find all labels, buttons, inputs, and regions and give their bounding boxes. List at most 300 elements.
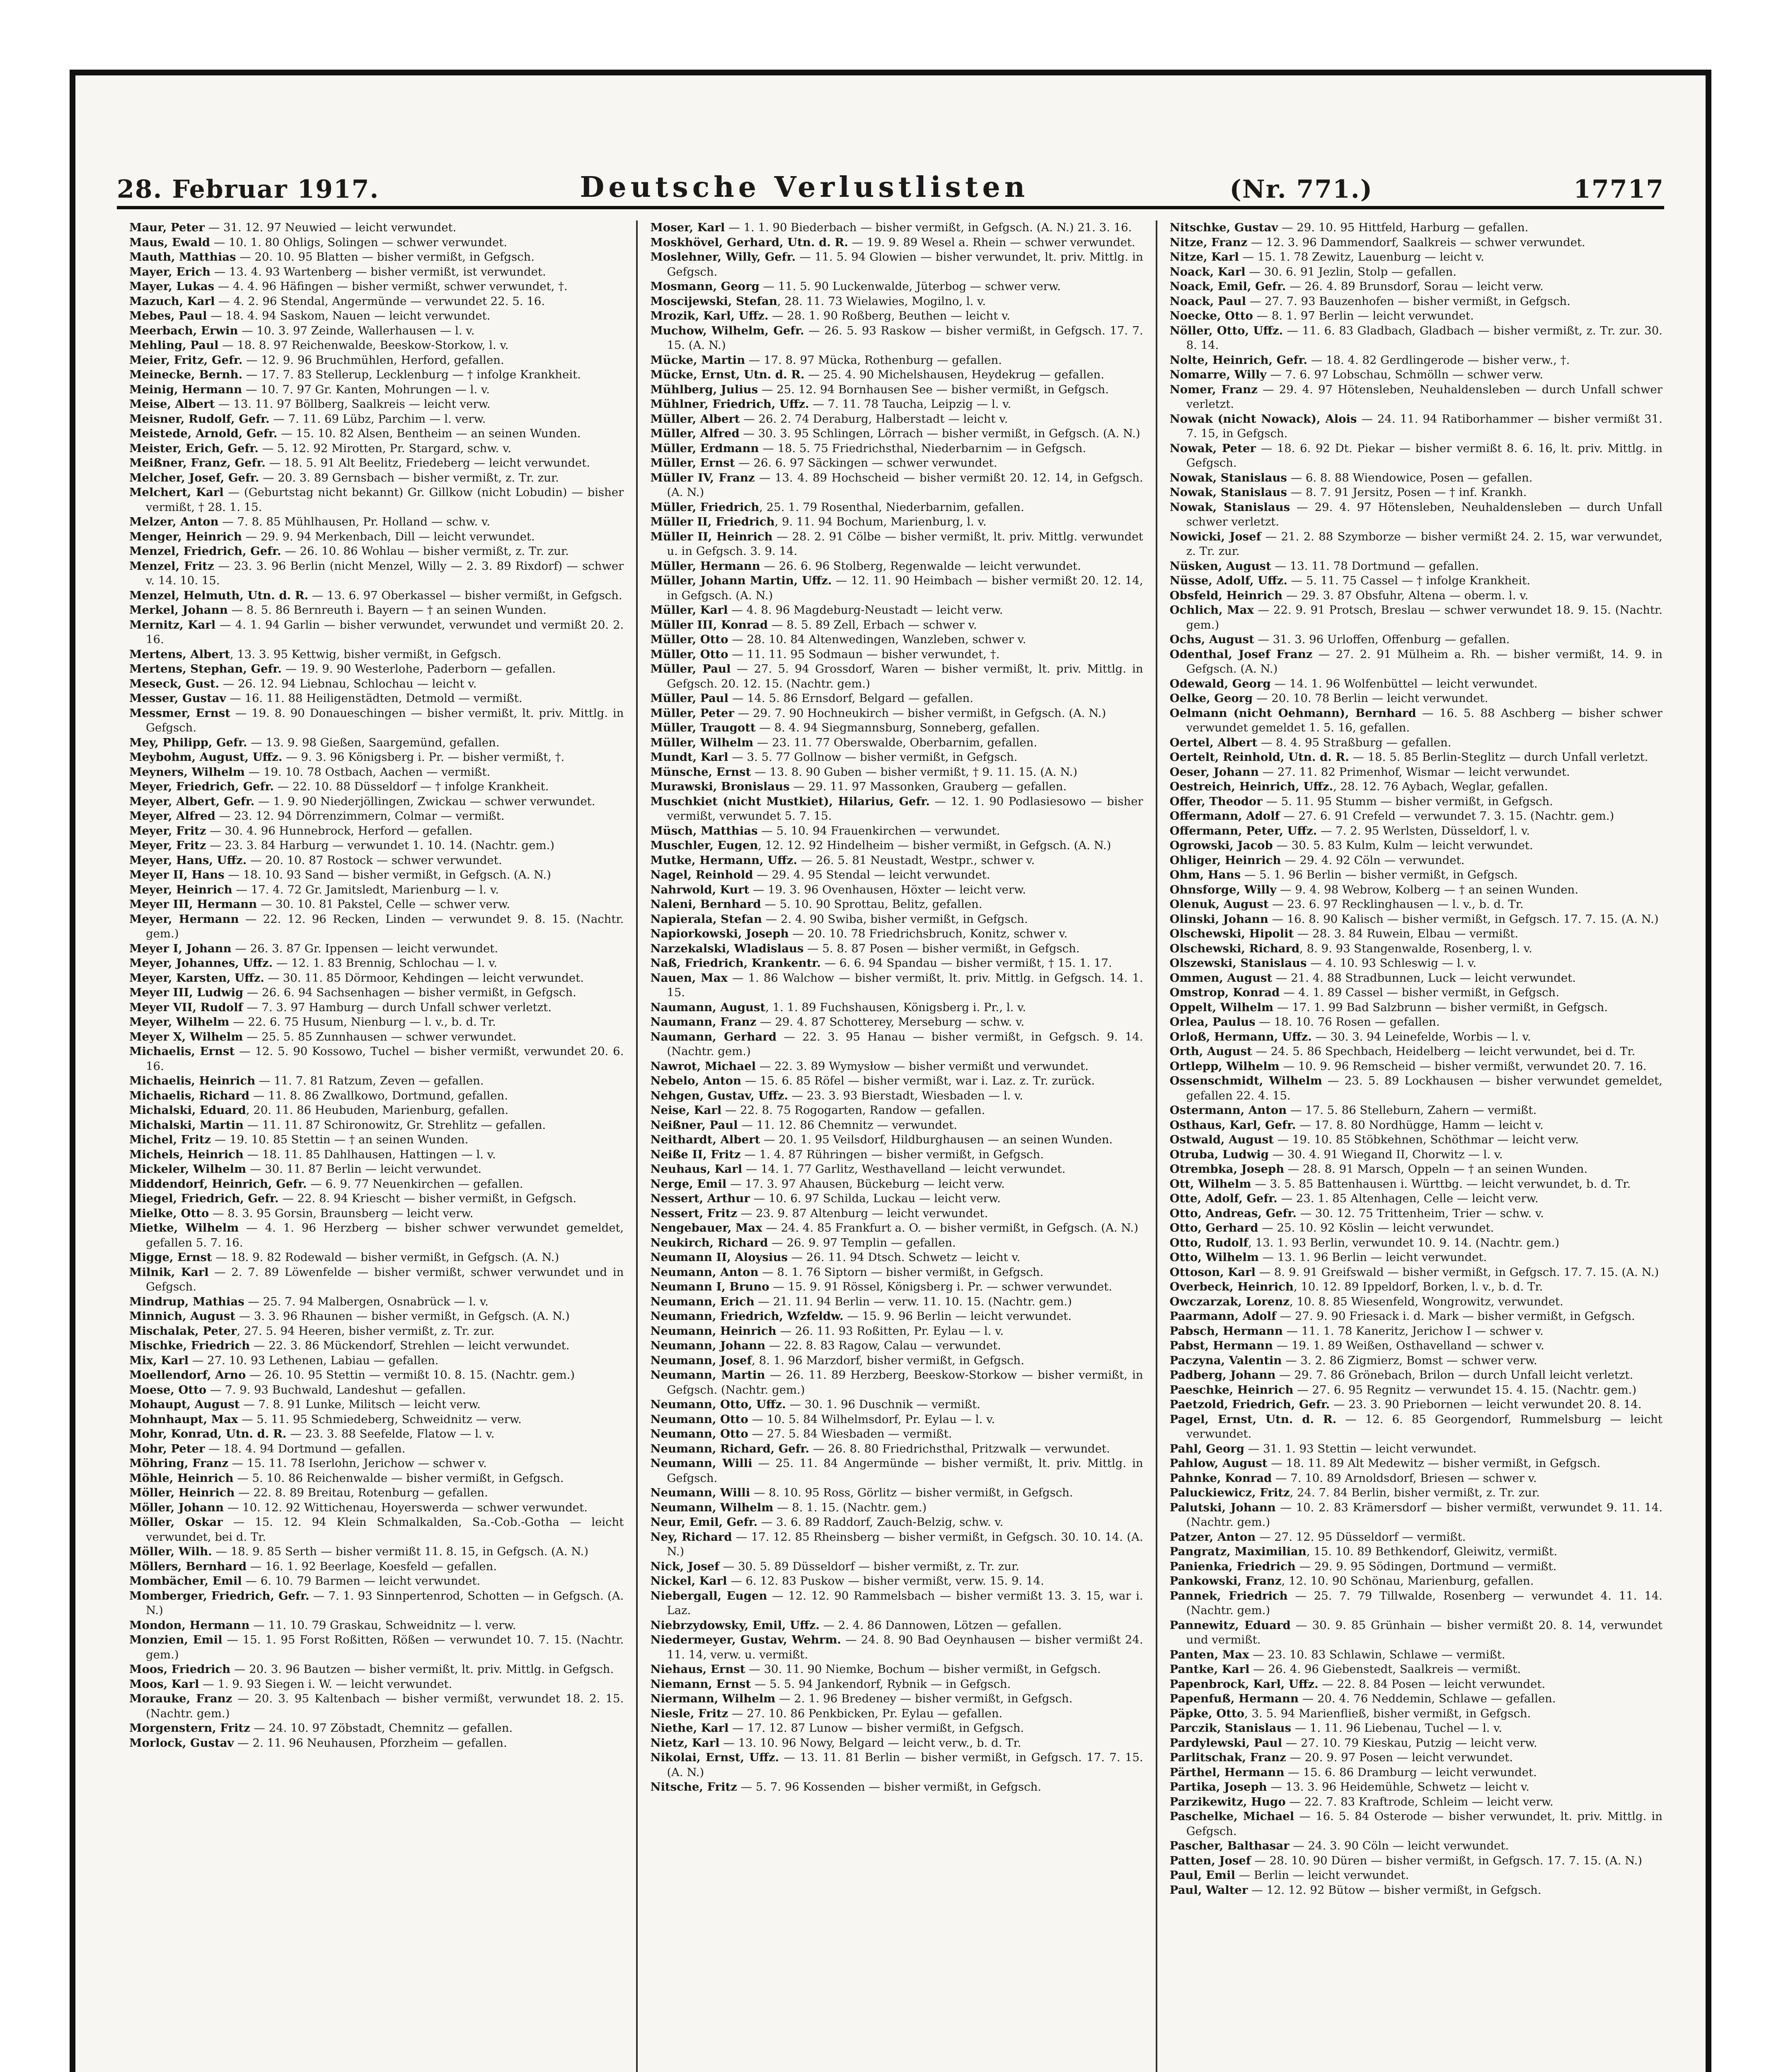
- entry-details: — 26. 5. 93 Raskow — bisher vermißt, in Gefgsch. 17. 7. 15. (A. N.): [667, 324, 1143, 352]
- entry-details: — 23. 5. 89 Lockhausen — bisher verwundet gemeldet, gefallen 22. 4. 15.: [1186, 1074, 1662, 1102]
- list-entry: [129, 471, 624, 486]
- entry-name: Meyer, Friedrich, Gefr.: [129, 780, 274, 793]
- entry-name: Middendorf, Heinrich, Gefr.: [129, 1177, 307, 1191]
- entry-name: Mohr, Konrad, Utn. d. R.: [129, 1427, 287, 1440]
- entry-name: Meyer, Hermann: [129, 912, 239, 926]
- entry-name: Möhle, Heinrich: [129, 1471, 234, 1485]
- list-entry: [650, 1692, 1143, 1706]
- entry-details: — 17. 12. 87 Lunow — bisher vermißt, in Gefgsch.: [728, 1721, 1024, 1735]
- entry-name: Müller IV, Franz: [650, 471, 755, 484]
- entry-name: Merkel, Johann: [129, 603, 228, 617]
- entry-name: Meinecke, Bernh.: [129, 368, 243, 381]
- list-entry: [1170, 368, 1662, 382]
- list-entry: [129, 1000, 624, 1015]
- entry-name: Mertens, Albert: [129, 647, 230, 661]
- list-entry: [129, 1030, 624, 1045]
- entry-details: — 11. 7. 81 Ratzum, Zeven — gefallen.: [255, 1074, 484, 1087]
- entry-name: Napierala, Stefan: [650, 912, 762, 926]
- entry-details: — 3. 3. 96 Rhaunen — bisher vermißt, in Gefgsch. (A. N.): [235, 1310, 570, 1323]
- list-entry: [650, 279, 1143, 294]
- entry-name: Nowicki, Josef: [1169, 530, 1261, 543]
- entry-details: , 27. 5. 94 Heeren, bisher vermißt, z. Tr. zur.: [237, 1324, 495, 1338]
- list-entry: [1170, 956, 1662, 971]
- list-entry: [650, 1706, 1143, 1721]
- entry-details: — 22. 8. 84 Posen — leicht verwundet.: [1318, 1677, 1546, 1691]
- entry-name: Möhring, Franz: [129, 1457, 229, 1470]
- entry-name: Nolte, Heinrich, Gefr.: [1169, 353, 1307, 367]
- list-entry: [1170, 485, 1662, 500]
- list-entry: [1170, 971, 1662, 986]
- entry-name: Mücke, Martin: [650, 353, 745, 367]
- entry-name: Patzer, Anton: [1169, 1530, 1256, 1544]
- entry-details: — 17. 7. 83 Stellerup, Lecklenburg — † infolge Krankheit.: [242, 368, 581, 381]
- entry-details: — 14. 1. 77 Garlitz, Westhavelland — leicht verwundet.: [742, 1162, 1066, 1176]
- entry-name: Murawski, Bronislaus: [650, 780, 790, 793]
- entry-name: Ohliger, Heinrich: [1169, 853, 1281, 867]
- entry-details: — 18. 11. 89 Alt Medewitz — bisher vermißt, in Gefgsch.: [1267, 1457, 1601, 1470]
- entry-name: Neumann, Johann: [650, 1339, 766, 1352]
- entry-details: , 13. 3. 95 Kettwig, bisher vermißt, in Gefgsch.: [230, 647, 501, 661]
- entry-details: — 13. 11. 97 Böllberg, Saalkreis — leicht verw.: [215, 397, 491, 411]
- entry-details: — 26. 5. 81 Neustadt, Westpr., schwer v.: [797, 853, 1035, 867]
- entry-details: — 24. 4. 85 Frankfurt a. O. — bisher vermißt, in Gefgsch. (A. N.): [762, 1221, 1138, 1234]
- entry-name: Mehling, Paul: [129, 339, 219, 352]
- entry-name: Melcher, Josef, Gefr.: [129, 471, 259, 484]
- list-entry: [129, 544, 624, 559]
- list-entry: [129, 1633, 624, 1662]
- entry-name: Nüsken, August: [1169, 559, 1271, 573]
- list-entry: [129, 985, 624, 1000]
- entry-details: — 29. 7. 86 Grönebach, Brilon — durch Unfall leicht verletzt.: [1275, 1368, 1633, 1382]
- list-entry: [1170, 1795, 1662, 1810]
- list-entry: [1170, 309, 1662, 324]
- list-entry: [1170, 1265, 1662, 1280]
- entry-name: Naß, Friedrich, Krankentr.: [650, 956, 821, 970]
- entry-details: — 10. 5. 84 Wilhelmsdorf, Pr. Eylau — l. v.: [748, 1412, 995, 1426]
- list-entry: [1170, 441, 1662, 471]
- list-entry: [129, 1044, 624, 1074]
- list-entry: [1170, 1559, 1662, 1574]
- entry-details: — 8. 1. 76 Siptorn — bisher vermißt, in Gefgsch.: [758, 1265, 1044, 1279]
- entry-name: Morlock, Gustav: [129, 1736, 234, 1750]
- entry-details: — 25. 11. 84 Angermünde — bisher vermißt, lt. priv. Mittlg. in Gefgsch.: [667, 1457, 1143, 1485]
- entry-details: — 10. 1. 80 Ohligs, Solingen — schwer verwundet.: [210, 235, 508, 249]
- entry-details: — 15. 12. 94 Klein Schmalkalden, Sa.-Cob.-Gotha — leicht verwundet, bei d. Tr.: [146, 1515, 624, 1544]
- entry-details: — 15. 9. 96 Berlin — leicht verwundet.: [843, 1310, 1072, 1323]
- entry-name: Pascher, Balthasar: [1169, 1839, 1290, 1852]
- entry-name: Meister, Erich, Gefr.: [129, 441, 259, 455]
- list-entry: [129, 1486, 624, 1501]
- entry-details: — 12. 12. 90 Rammelsbach — bisher vermißt 13. 3. 15, war i. Laz.: [667, 1589, 1143, 1617]
- entry-details: — 28. 3. 84 Ruwein, Elbau — vermißt.: [1294, 927, 1519, 940]
- list-entry: [1170, 1648, 1662, 1663]
- casualty-list: [117, 220, 1675, 2072]
- list-entry: [650, 1177, 1143, 1192]
- issue-number: (Nr. 771.): [1229, 175, 1373, 204]
- column-1: [117, 220, 636, 2072]
- entry-details: — 8. 7. 91 Jersitz, Posen — † inf. Krankh.: [1287, 486, 1527, 499]
- list-entry: [129, 691, 624, 706]
- entry-name: Ostermann, Anton: [1169, 1104, 1287, 1117]
- entry-details: — 20. 10. 78 Berlin — leicht verwundet.: [1253, 692, 1488, 705]
- entry-name: Müller, Traugott: [650, 721, 756, 734]
- entry-name: Neißner, Paul: [650, 1118, 738, 1132]
- list-entry: [129, 220, 624, 235]
- entry-name: Ohnsforge, Willy: [1169, 883, 1277, 896]
- entry-details: — 18. 8. 97 Reichenwalde, Beeskow-Storkow, l. v.: [218, 339, 509, 352]
- entry-name: Mühlner, Friedrich, Uffz.: [650, 397, 809, 411]
- entry-details: — 11. 6. 83 Gladbach, Gladbach — bisher vermißt, z. Tr. zur. 30. 8. 14.: [1186, 324, 1662, 352]
- entry-details: — 31. 3. 96 Urloffen, Offenburg — gefallen.: [1254, 633, 1510, 646]
- entry-name: Paul, Emil: [1169, 1869, 1235, 1882]
- entry-name: Neumann, Willi: [650, 1457, 753, 1470]
- entry-details: — 8. 10. 95 Ross, Görlitz — bisher vermißt, in Gefgsch.: [750, 1486, 1073, 1499]
- list-entry: [1170, 1736, 1662, 1751]
- entry-details: — 22. 8. 75 Rogogarten, Randow — gefallen.: [721, 1104, 985, 1117]
- list-entry: [129, 618, 624, 647]
- list-entry: [129, 485, 624, 515]
- entry-name: Nowak (nicht Nowack), Alois: [1169, 412, 1357, 426]
- list-entry: [1170, 1721, 1662, 1736]
- list-entry: [650, 382, 1143, 397]
- list-entry: [650, 1206, 1143, 1221]
- entry-name: Mohaupt, August: [129, 1398, 240, 1411]
- list-entry: [1170, 294, 1662, 309]
- entry-details: — 16. 5. 84 Osterode — bisher verwundet, lt. priv. Mittlg. in Gefgsch.: [1186, 1810, 1662, 1838]
- entry-name: Meyer III, Ludwig: [129, 986, 244, 999]
- entry-details: — 20. 10. 87 Rostock — schwer verwundet.: [247, 853, 502, 867]
- entry-details: — 13. 8. 90 Guben — bisher vermißt, † 9. 11. 15. (A. N.): [751, 765, 1078, 779]
- entry-details: — 30. 5. 83 Kulm, Kulm — leicht verwundet.: [1273, 839, 1533, 852]
- entry-details: , 9. 11. 94 Bochum, Marienburg, l. v.: [774, 515, 987, 528]
- list-entry: [650, 1501, 1143, 1515]
- entry-details: — 26. 11. 93 Roßitten, Pr. Eylau — l. v.: [776, 1324, 1004, 1338]
- list-entry: [650, 1221, 1143, 1236]
- list-entry: [129, 1147, 624, 1162]
- entry-details: — 26. 8. 80 Friedrichsthal, Pritzwalk — verwundet.: [809, 1442, 1110, 1455]
- entry-name: Pannewitz, Eduard: [1169, 1618, 1291, 1632]
- entry-name: Morgenstern, Fritz: [129, 1721, 250, 1735]
- entry-details: — 2. 4. 86 Dannowen, Lötzen — gefallen.: [819, 1618, 1062, 1632]
- entry-details: — 29. 9. 95 Södingen, Dortmund — vermißt.: [1295, 1559, 1557, 1573]
- entry-details: — 22. 12. 96 Recken, Linden — verwundet 9. 8. 15. (Nachtr. gem.): [146, 912, 624, 940]
- entry-name: Mauth, Matthias: [129, 250, 236, 264]
- entry-details: — 11. 5. 90 Luckenwalde, Jüterbog — schwer verw.: [759, 280, 1061, 293]
- entry-details: — 9. 3. 96 Königsberg i. Pr. — bisher vermißt, †.: [282, 750, 565, 764]
- entry-details: — 16. 5. 88 Aschberg — bisher schwer verwundet gemeldet 1. 5. 16, gefallen.: [1186, 706, 1662, 734]
- entry-details: , 28. 11. 73 Wielawies, Mogilno, l. v.: [777, 294, 986, 308]
- list-entry: [1170, 1059, 1662, 1074]
- list-entry: [650, 426, 1143, 441]
- list-entry: [650, 1633, 1143, 1662]
- entry-name: Menzel, Friedrich, Gefr.: [129, 545, 281, 558]
- list-entry: [1170, 1397, 1662, 1412]
- column-2: [636, 220, 1155, 2072]
- entry-details: — 5. 8. 87 Posen — bisher vermißt, in Gefgsch.: [803, 942, 1080, 955]
- entry-name: Meyer VII, Rudolf: [129, 1000, 243, 1014]
- list-entry: [129, 426, 624, 441]
- entry-details: , 12. 12. 92 Hindelheim — bisher vermißt, in Gefgsch. (A. N.): [758, 839, 1111, 852]
- list-entry: [129, 1309, 624, 1324]
- list-entry: [1170, 1456, 1662, 1471]
- list-entry: [650, 956, 1143, 971]
- list-entry: [129, 1662, 624, 1677]
- entry-name: Meyer II, Hans: [129, 868, 225, 881]
- entry-name: Oelke, Georg: [1169, 692, 1253, 705]
- entry-name: Naumann, Franz: [650, 1015, 757, 1029]
- entry-name: Morauke, Franz: [129, 1692, 232, 1705]
- list-entry: [1170, 500, 1662, 530]
- entry-details: — 7. 6. 97 Lobschau, Schmölln — schwer verw.: [1266, 368, 1544, 381]
- list-entry: [650, 1339, 1143, 1353]
- entry-details: — 8. 1. 15. (Nachtr. gem.): [773, 1501, 927, 1514]
- entry-name: Moos, Friedrich: [129, 1663, 231, 1676]
- entry-details: — 7. 2. 95 Werlsten, Düsseldorf, l. v.: [1317, 824, 1530, 838]
- entry-details: — 18. 4. 94 Dortmund — gefallen.: [205, 1442, 406, 1455]
- entry-details: — 11. 12. 86 Chemnitz — verwundet.: [738, 1118, 958, 1132]
- list-entry: [129, 1089, 624, 1104]
- entry-name: Osthaus, Karl, Gefr.: [1169, 1118, 1296, 1132]
- entry-name: Niebrzydowsky, Emil, Uffz.: [650, 1618, 820, 1632]
- entry-details: — 6. 6. 94 Spandau — bisher vermißt, † 15. 1. 17.: [820, 956, 1112, 970]
- entry-details: — 4. 10. 93 Schleswig — l. v.: [1307, 956, 1477, 970]
- list-entry: [1170, 1044, 1662, 1059]
- entry-details: — 17. 3. 97 Ahausen, Bückeburg — leicht verw.: [726, 1177, 1005, 1191]
- entry-details: — 7. 1. 93 Sinnpertenrod, Schotten — in Gefgsch. (A. N.): [146, 1589, 624, 1617]
- entry-details: — 15. 6. 86 Dramburg — leicht verwundet.: [1284, 1765, 1537, 1779]
- entry-details: — 18. 10. 93 Sand — bisher vermißt, in Gefgsch. (A. N.): [224, 868, 551, 881]
- entry-name: Meerbach, Erwin: [129, 324, 238, 337]
- entry-details: — 26. 2. 74 Deraburg, Halberstadt — leicht v.: [740, 412, 1008, 426]
- entry-name: Mernitz, Karl: [129, 618, 216, 632]
- entry-details: — 6. 12. 83 Puskow — bisher vermißt, verw. 15. 9. 14.: [727, 1574, 1044, 1588]
- entry-name: Meier, Fritz, Gefr.: [129, 353, 243, 367]
- entry-details: — 13. 6. 97 Oberkassel — bisher vermißt, in Gefgsch.: [308, 588, 622, 602]
- entry-details: , 1. 1. 89 Fuchshausen, Königsberg i. Pr., l. v.: [765, 1000, 1026, 1014]
- entry-details: — 10. 7. 97 Gr. Kanten, Mohrungen — l. v.: [242, 382, 490, 396]
- entry-name: Münsche, Ernst: [650, 765, 751, 779]
- entry-name: Mohr, Peter: [129, 1442, 205, 1455]
- entry-details: — 7. 3. 97 Hamburg — durch Unfall schwer verletzt.: [243, 1000, 552, 1014]
- entry-details: — 7. 10. 89 Arnoldsdorf, Briesen — schwer v.: [1272, 1471, 1537, 1485]
- entry-details: — 23. 11. 77 Oberswalde, Oberbarnim, gefallen.: [753, 736, 1038, 749]
- list-entry: [1170, 912, 1662, 927]
- entry-details: — 4. 4. 96 Häfingen — bisher vermißt, schwer verwundet, †.: [214, 280, 568, 293]
- entry-name: Paschelke, Michael: [1169, 1810, 1295, 1823]
- entry-details: — 30. 4. 96 Hunnebrock, Herford — gefallen.: [206, 824, 473, 838]
- entry-details: , 3. 5. 94 Marienfließ, bisher vermißt, in Gefgsch.: [1244, 1706, 1531, 1720]
- list-entry: [650, 1368, 1143, 1397]
- entry-name: Neumann I, Bruno: [650, 1280, 770, 1293]
- entry-name: Müller II, Friedrich: [650, 515, 775, 528]
- list-entry: [1170, 220, 1662, 235]
- entry-name: Minnich, August: [129, 1310, 235, 1323]
- list-entry: [1170, 706, 1662, 736]
- entry-name: Neumann, Martin: [650, 1368, 765, 1382]
- entry-name: Neumann, Willi: [650, 1486, 750, 1499]
- list-entry: [1170, 632, 1662, 647]
- list-entry: [650, 647, 1143, 662]
- entry-details: — 11. 11. 87 Schironowitz, Gr. Strehlitz — gefallen.: [243, 1118, 546, 1132]
- list-entry: [1170, 1015, 1662, 1030]
- list-entry: [129, 677, 624, 692]
- entry-name: Neukirch, Richard: [650, 1236, 768, 1249]
- entry-name: Meyer I, Johann: [129, 942, 232, 955]
- entry-details: — 15. 10. 82 Alsen, Bentheim — an seinen Wunden.: [277, 427, 581, 440]
- list-entry: [129, 588, 624, 603]
- entry-details: — 29. 4. 92 Cöln — verwundet.: [1281, 853, 1465, 867]
- list-entry: [650, 1324, 1143, 1339]
- entry-details: — 1. 9. 90 Niederjöllingen, Zwickau — schwer verwundet.: [254, 794, 595, 808]
- list-entry: [129, 294, 624, 309]
- entry-name: Noack, Paul: [1169, 294, 1246, 308]
- list-entry: [650, 1309, 1143, 1324]
- list-entry: [129, 809, 624, 824]
- entry-details: — 5. 12. 92 Mirotten, Pr. Stargard, schw. v.: [258, 441, 512, 455]
- page-number: 17717: [1573, 175, 1664, 204]
- entry-name: Nessert, Fritz: [650, 1206, 738, 1220]
- list-entry: [129, 750, 624, 765]
- entry-details: — 4. 1. 89 Cassel — bisher vermißt, in Gefgsch.: [1280, 986, 1559, 999]
- entry-name: Ommen, August: [1169, 971, 1273, 985]
- entry-details: — 22. 8. 89 Breitau, Rotenburg — gefallen.: [235, 1486, 488, 1499]
- entry-name: Nahrwold, Kurt: [650, 883, 750, 896]
- entry-details: — 8. 5. 86 Bernreuth i. Bayern — † an seinen Wunden.: [227, 603, 547, 617]
- entry-name: Pabst, Hermann: [1169, 1339, 1273, 1352]
- entry-name: Moslehner, Willy, Gefr.: [650, 250, 796, 264]
- entry-details: — 19. 9. 89 Wesel a. Rhein — schwer verwundet.: [848, 235, 1135, 249]
- list-entry: [129, 1162, 624, 1177]
- entry-details: — 31. 1. 93 Stettin — leicht verwundet.: [1244, 1442, 1477, 1455]
- list-entry: [1170, 588, 1662, 603]
- entry-details: — 3. 5. 85 Battenhausen i. Württbg. — leicht verwundet, b. d. Tr.: [1251, 1177, 1631, 1191]
- entry-name: Mayer, Lukas: [129, 280, 215, 293]
- entry-name: Müller, Johann Martin, Uffz.: [650, 574, 832, 587]
- entry-name: Michalski, Eduard: [129, 1104, 246, 1117]
- entry-details: — 17. 4. 72 Gr. Jamitsledt, Marienburg — l. v.: [232, 883, 499, 896]
- list-entry: [129, 382, 624, 397]
- entry-details: — 20. 3. 95 Kaltenbach — bisher vermißt, verwundet 18. 2. 15. (Nachtr. gem.): [146, 1692, 624, 1720]
- entry-details: — 8. 4. 94 Siegmannsburg, Sonneberg, gefallen.: [755, 721, 1040, 734]
- entry-name: Meyer, Heinrich: [129, 883, 232, 896]
- entry-name: Niesle, Fritz: [650, 1706, 728, 1720]
- entry-name: Nomer, Franz: [1169, 382, 1258, 396]
- entry-name: Mombächer, Emil: [129, 1574, 242, 1588]
- entry-name: Mühlberg, Julius: [650, 382, 758, 396]
- entry-name: Oertelt, Reinhold, Utn. d. R.: [1169, 750, 1349, 764]
- list-entry: [129, 1442, 624, 1457]
- entry-details: — 22. 3. 95 Hanau — bisher vermißt, in Gefgsch. 9. 14. (Nachtr. gem.): [667, 1030, 1143, 1058]
- list-entry: [129, 971, 624, 986]
- list-entry: [1170, 1544, 1662, 1559]
- entry-name: Meyer III, Hermann: [129, 898, 257, 911]
- entry-name: Nomarre, Willy: [1169, 368, 1267, 381]
- list-entry: [129, 1103, 624, 1118]
- entry-details: — 15. 1. 78 Zewitz, Lauenburg — leicht v.: [1239, 250, 1484, 264]
- entry-name: Müller, Paul: [650, 692, 728, 705]
- entry-details: — 27. 10. 93 Lethenen, Labiau — gefallen.: [189, 1353, 439, 1367]
- list-entry: [1170, 765, 1662, 780]
- entry-details: — 25. 10. 92 Köslin — leicht verwundet.: [1258, 1221, 1494, 1234]
- entry-details: — 21. 2. 88 Szymborze — bisher vermißt 24. 2. 15, war verwundet, z. Tr. zur.: [1186, 530, 1662, 558]
- list-entry: [650, 294, 1143, 309]
- entry-name: Müller, Hermann: [650, 559, 760, 573]
- list-entry: [1170, 1118, 1662, 1133]
- entry-details: — 5. 11. 75 Cassel — † infolge Krankheit.: [1287, 574, 1530, 587]
- publication-title: Deutsche Verlustlisten: [580, 171, 1029, 204]
- entry-name: Mielke, Otto: [129, 1206, 209, 1220]
- entry-name: Menzel, Fritz: [129, 559, 214, 573]
- list-entry: [650, 1295, 1143, 1310]
- entry-details: — 30. 4. 91 Wiegand II, Chorwitz — l. v.: [1268, 1147, 1503, 1161]
- entry-details: — 27. 6. 91 Crefeld — verwundet 7. 3. 15. (Nachtr. gem.): [1280, 809, 1614, 823]
- list-entry: [1170, 677, 1662, 692]
- entry-details: — 10. 3. 97 Zeinde, Wallerhausen — l. v.: [238, 324, 475, 337]
- entry-details: — 26. 11. 89 Herzberg, Beeskow-Storkow — bisher vermißt, in Gefgsch. (Nachtr. gem.): [667, 1368, 1143, 1397]
- entry-name: Pahnke, Konrad: [1169, 1471, 1272, 1485]
- entry-details: — 20. 9. 97 Posen — leicht verwundet.: [1286, 1751, 1513, 1764]
- entry-details: — 27. 10. 86 Penkbicken, Pr. Eylau — gefallen.: [728, 1706, 1003, 1720]
- entry-name: Meybohm, August, Uffz.: [129, 750, 283, 764]
- entry-name: Nagel, Reinhold: [650, 868, 753, 881]
- list-entry: [650, 515, 1143, 530]
- entry-details: — 22. 7. 83 Kraftrode, Schleim — leicht verw.: [1285, 1795, 1554, 1808]
- list-entry: [129, 1118, 624, 1133]
- entry-name: Päpke, Otto: [1169, 1706, 1245, 1720]
- list-entry: [1170, 382, 1662, 412]
- list-entry: [1170, 1442, 1662, 1457]
- entry-name: Moos, Karl: [129, 1677, 199, 1691]
- entry-details: , 28. 12. 76 Aybach, Weglar, gefallen.: [1333, 780, 1548, 793]
- list-entry: [129, 456, 624, 471]
- entry-details: — 26. 4. 89 Brunsdorf, Sorau — leicht verw.: [1286, 280, 1544, 293]
- entry-details: — 24. 5. 86 Spechbach, Heidelberg — leicht verwundet, bei d. Tr.: [1252, 1045, 1636, 1058]
- entry-name: Napiorkowski, Joseph: [650, 927, 789, 940]
- entry-name: Neumann, Heinrich: [650, 1324, 777, 1338]
- entry-name: Michaelis, Heinrich: [129, 1074, 256, 1087]
- entry-details: — 23. 3. 93 Bierstadt, Wiesbaden — l. v.: [788, 1089, 1024, 1102]
- entry-details: — 1. 4. 87 Rühringen — bisher vermißt, in Gefgsch.: [740, 1147, 1044, 1161]
- list-entry: [650, 500, 1143, 515]
- entry-details: — 27. 7. 93 Bauzenhofen — bisher vermißt, in Gefgsch.: [1246, 294, 1570, 308]
- entry-details: — 30. 9. 85 Grünhain — bisher vermißt 20. 8. 14, verwundet und vermißt.: [1186, 1618, 1662, 1646]
- entry-name: Nickel, Karl: [650, 1574, 727, 1588]
- list-entry: [1170, 1103, 1662, 1118]
- list-entry: [650, 1265, 1143, 1280]
- entry-name: Neumann, Richard, Gefr.: [650, 1442, 810, 1455]
- entry-name: Oertel, Albert: [1169, 736, 1258, 749]
- list-entry: [650, 1236, 1143, 1251]
- entry-name: Meißner, Franz, Gefr.: [129, 456, 266, 470]
- entry-details: — 13. 4. 89 Hochscheid — bisher vermißt 20. 12. 14, in Gefgsch. (A. N.): [667, 471, 1143, 499]
- entry-name: Mischalak, Peter: [129, 1324, 237, 1338]
- list-entry: [129, 397, 624, 412]
- entry-details: — 26. 10. 95 Stettin — vermißt 10. 8. 15. (Nachtr. gem.): [246, 1368, 575, 1382]
- list-entry: [650, 1412, 1143, 1427]
- list-entry: [1170, 530, 1662, 559]
- list-entry: [129, 853, 624, 868]
- list-entry: [650, 353, 1143, 368]
- entry-details: — 6. 10. 79 Barmen — leicht verwundet.: [242, 1574, 481, 1588]
- entry-details: — 29. 4. 97 Hötensleben, Neuhaldensleben — durch Unfall schwer verletzt.: [1186, 382, 1662, 411]
- entry-name: Papenfuß, Hermann: [1169, 1692, 1299, 1705]
- entry-name: Nowak, Stanislaus: [1169, 486, 1287, 499]
- entry-details: — 2. 4. 90 Swiba, bisher vermißt, in Gefgsch.: [762, 912, 1028, 926]
- list-entry: [650, 1162, 1143, 1177]
- list-entry: [650, 1442, 1143, 1457]
- entry-name: Mix, Karl: [129, 1353, 189, 1367]
- list-entry: [129, 1501, 624, 1515]
